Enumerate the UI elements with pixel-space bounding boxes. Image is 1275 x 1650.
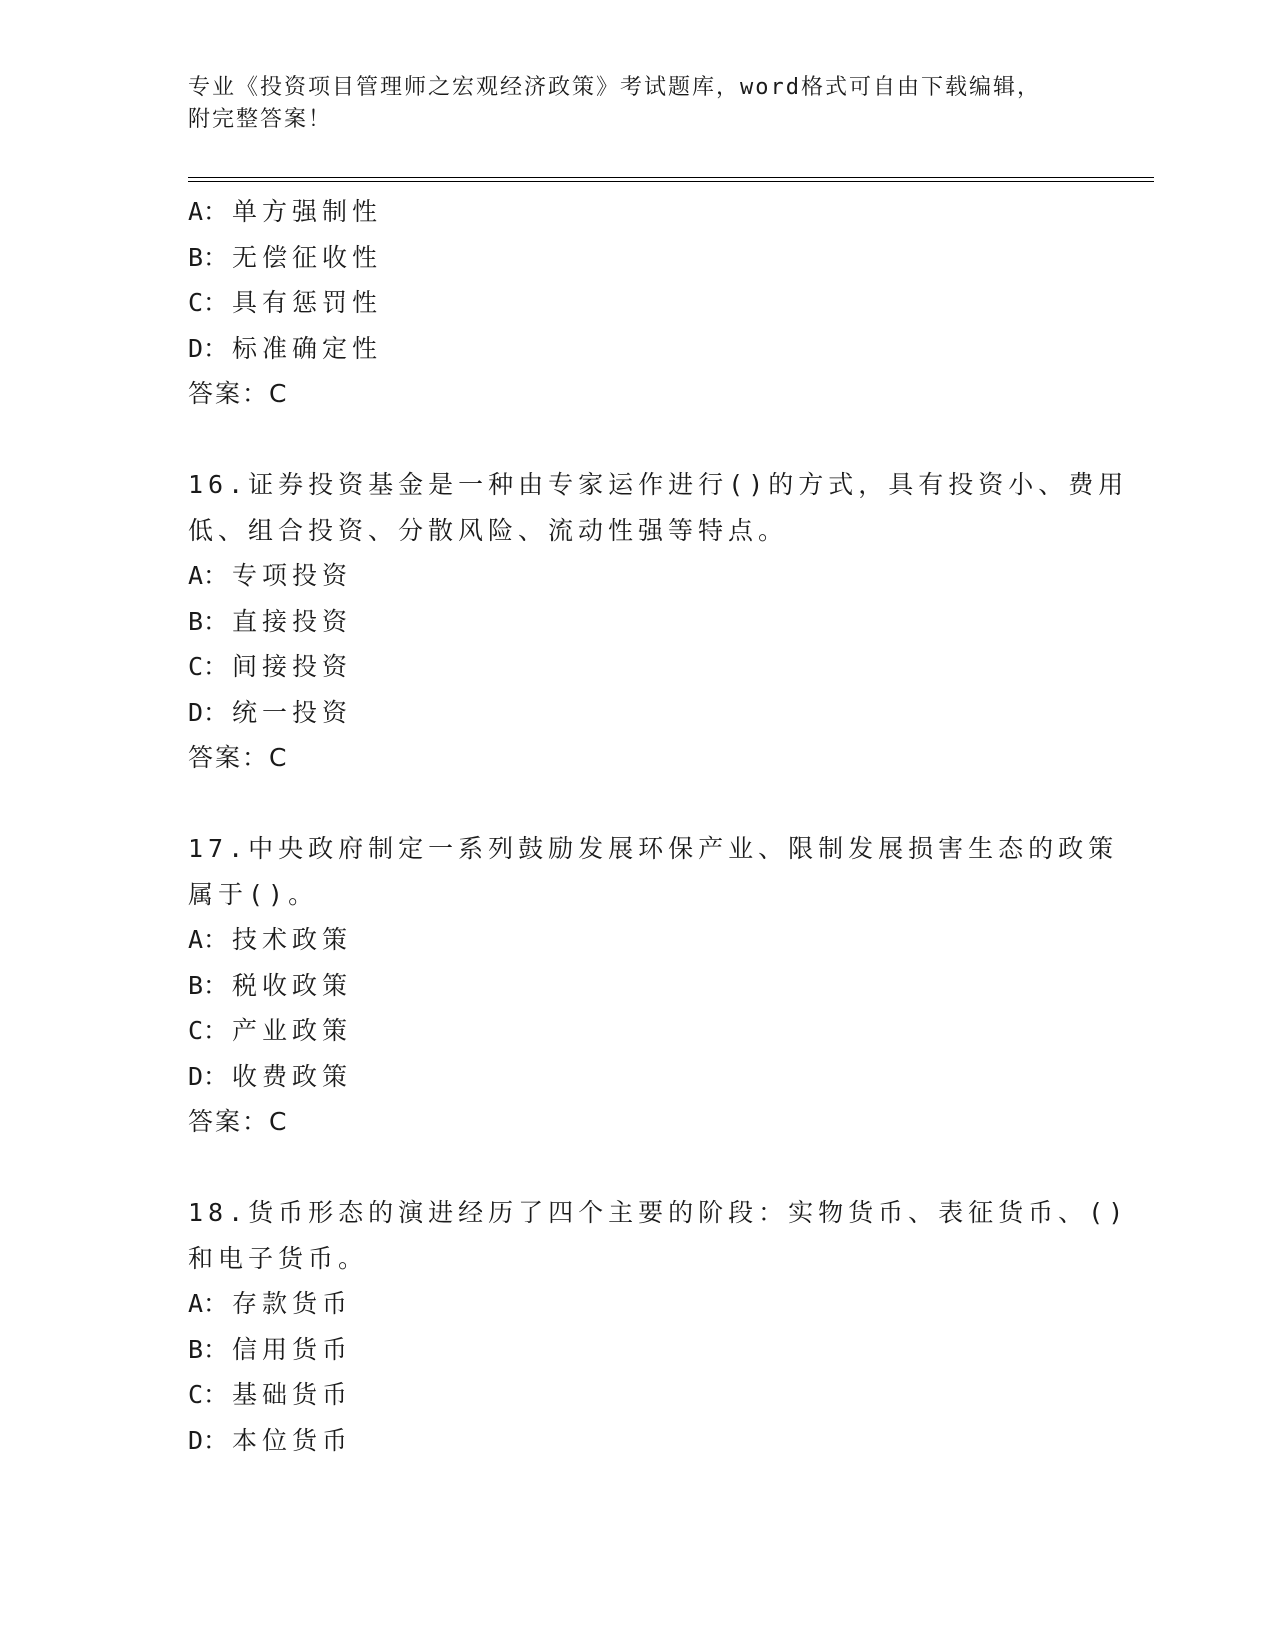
option-text: 收费政策 bbox=[232, 1061, 353, 1091]
option-letter: D： bbox=[188, 1425, 229, 1455]
option-text: 专项投资 bbox=[232, 561, 353, 590]
header-divider-top bbox=[188, 177, 1154, 178]
option-letter: A： bbox=[188, 561, 229, 590]
option-letter: D： bbox=[188, 1061, 229, 1091]
question-stem bbox=[188, 462, 1129, 553]
spacer bbox=[188, 1145, 1088, 1191]
stem-line-2: 和电子货币。 bbox=[188, 1243, 369, 1273]
option-letter: B： bbox=[188, 970, 229, 1000]
option-d bbox=[188, 1054, 1088, 1100]
answer-line: 答案：C bbox=[188, 743, 289, 772]
option-text: 统一投资 bbox=[232, 697, 353, 727]
question-15-tail bbox=[188, 189, 1088, 417]
option-b bbox=[188, 963, 1088, 1009]
stem-line-1: 17.中央政府制定一系列鼓励发展环保产业、限制发展损害生态的政策 bbox=[188, 834, 1119, 863]
option-a bbox=[188, 189, 1088, 235]
option-text: 间接投资 bbox=[232, 652, 353, 681]
option-text: 基础货币 bbox=[232, 1380, 353, 1409]
stem-line-2: 低、组合投资、分散风险、流动性强等特点。 bbox=[188, 515, 789, 545]
stem-line-2: 属于()。 bbox=[188, 879, 319, 909]
spacer bbox=[188, 781, 1088, 827]
option-letter: B： bbox=[188, 242, 229, 272]
option-letter: A： bbox=[188, 1289, 229, 1318]
question-list bbox=[188, 189, 1129, 1463]
option-text: 标准确定性 bbox=[232, 333, 383, 363]
question-stem bbox=[188, 826, 1119, 917]
option-letter: A： bbox=[188, 197, 229, 226]
spacer bbox=[188, 417, 1088, 463]
stem-line-1: 16.证券投资基金是一种由专家运作进行()的方式，具有投资小、费用 bbox=[188, 470, 1129, 499]
option-text: 存款货币 bbox=[232, 1289, 353, 1318]
header-line-2: 附完整答案！ bbox=[188, 107, 333, 132]
option-text: 具有惩罚性 bbox=[232, 288, 383, 317]
question-stem bbox=[188, 1190, 1129, 1281]
option-text: 税收政策 bbox=[232, 970, 353, 1000]
question-17 bbox=[188, 826, 1119, 1145]
option-letter: C： bbox=[188, 652, 229, 681]
option-letter: C： bbox=[188, 1380, 229, 1409]
option-text: 产业政策 bbox=[232, 1016, 353, 1045]
answer-line: 答案：C bbox=[188, 379, 289, 408]
option-text: 单方强制性 bbox=[232, 197, 383, 226]
question-16 bbox=[188, 462, 1129, 781]
document-header bbox=[188, 72, 1068, 136]
option-d bbox=[188, 326, 1088, 372]
option-letter: B： bbox=[188, 606, 229, 636]
option-a bbox=[188, 1281, 1088, 1327]
stem-line-1: 18.货币形态的演进经历了四个主要的阶段：实物货币、表征货币、() bbox=[188, 1198, 1129, 1227]
option-c bbox=[188, 280, 1088, 326]
option-letter: A： bbox=[188, 925, 229, 954]
header-line-1: 专业《投资项目管理师之宏观经济政策》考试题库，word格式可自由下载编辑， bbox=[188, 75, 1041, 100]
answer-line: 答案：C bbox=[188, 1107, 289, 1136]
option-text: 技术政策 bbox=[232, 925, 353, 954]
option-letter: D： bbox=[188, 333, 229, 363]
option-letter: C： bbox=[188, 288, 229, 317]
option-d bbox=[188, 690, 1088, 736]
option-text: 本位货币 bbox=[232, 1425, 353, 1455]
option-b bbox=[188, 1327, 1088, 1373]
option-letter: B： bbox=[188, 1334, 229, 1364]
option-c bbox=[188, 1372, 1088, 1418]
option-a bbox=[188, 917, 1088, 963]
header-divider-bottom bbox=[188, 181, 1154, 182]
option-c bbox=[188, 1008, 1088, 1054]
question-18 bbox=[188, 1190, 1129, 1463]
option-b bbox=[188, 599, 1088, 645]
option-text: 直接投资 bbox=[232, 606, 353, 636]
option-letter: C： bbox=[188, 1016, 229, 1045]
option-b bbox=[188, 235, 1088, 281]
option-text: 无偿征收性 bbox=[232, 242, 383, 272]
option-d bbox=[188, 1418, 1088, 1464]
option-a bbox=[188, 553, 1088, 599]
option-c bbox=[188, 644, 1088, 690]
option-text: 信用货币 bbox=[232, 1334, 353, 1364]
option-letter: D： bbox=[188, 697, 229, 727]
